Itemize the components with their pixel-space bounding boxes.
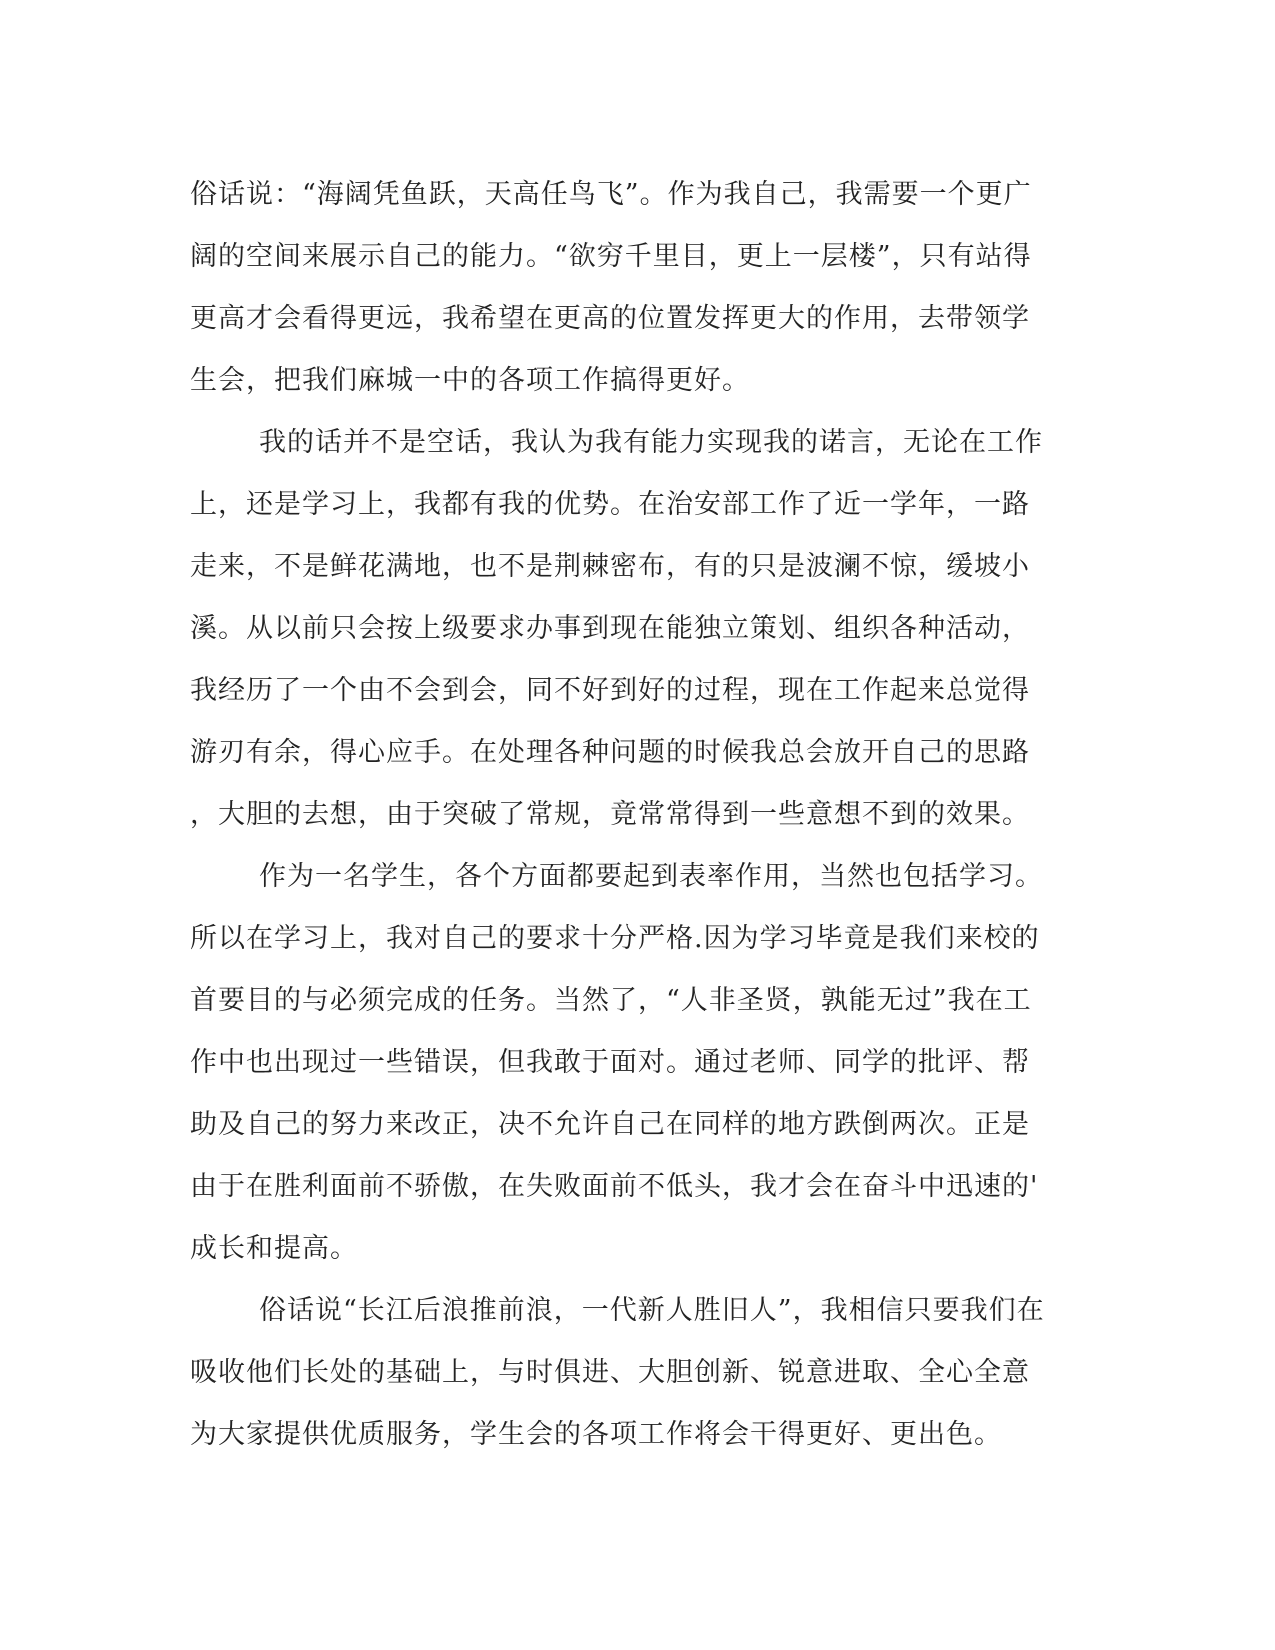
paragraph-line: 助及自己的努力来改正，决不允许自己在同样的地方跌倒两次。正是 <box>190 1109 1030 1140</box>
paragraph-line: 俗话说：“海阔凭鱼跃，天高任鸟飞”。作为我自己，我需要一个更广 <box>190 179 1032 210</box>
paragraph-line: 走来，不是鲜花满地，也不是荆棘密布，有的只是波澜不惊，缓坡小 <box>190 551 1030 582</box>
paragraph-line: 我的话并不是空话，我认为我有能力实现我的诺言，无论在工作 <box>259 427 1043 458</box>
paragraph-3 <box>190 846 1090 1280</box>
paragraph-line: 由于在胜利面前不骄傲，在失败面前不低头，我才会在奋斗中迅速的' <box>190 1171 1039 1202</box>
paragraph-line: 吸收他们长处的基础上，与时俱进、大胆创新、锐意进取、全心全意 <box>190 1357 1030 1388</box>
paragraph-line: 俗话说“长江后浪推前浪，一代新人胜旧人”，我相信只要我们在 <box>259 1295 1045 1326</box>
paragraph-line: 我经历了一个由不会到会，同不好到好的过程，现在工作起来总觉得 <box>190 675 1030 706</box>
paragraph-line: 更高才会看得更远，我希望在更高的位置发挥更大的作用，去带领学 <box>190 303 1030 334</box>
paragraph-2 <box>190 412 1090 846</box>
paragraph-line: 成长和提高。 <box>190 1233 358 1264</box>
paragraph-line: 游刃有余，得心应手。在处理各种问题的时候我总会放开自己的思路 <box>190 737 1030 768</box>
paragraph-4 <box>190 1280 1090 1466</box>
paragraph-line: 阔的空间来展示自己的能力。“欲穷千里目，更上一层楼”，只有站得 <box>190 241 1032 272</box>
paragraph-line: 作中也出现过一些错误，但我敢于面对。通过老师、同学的批评、帮 <box>190 1047 1030 1078</box>
paragraph-line: 溪。从以前只会按上级要求办事到现在能独立策划、组织各种活动， <box>190 613 1030 644</box>
paragraph-line: ，大胆的去想，由于突破了常规，竟常常得到一些意想不到的效果。 <box>190 799 1030 830</box>
paragraph-line: 所以在学习上，我对自己的要求十分严格.因为学习毕竟是我们来校的 <box>190 923 1040 954</box>
paragraph-line: 作为一名学生，各个方面都要起到表率作用，当然也包括学习。 <box>259 861 1043 892</box>
document-body <box>190 164 1090 1466</box>
paragraph-line: 首要目的与必须完成的任务。当然了，“人非圣贤，孰能无过”我在工 <box>190 985 1032 1016</box>
paragraph-line: 生会，把我们麻城一中的各项工作搞得更好。 <box>190 365 750 396</box>
paragraph-1 <box>190 164 1090 412</box>
paragraph-line: 为大家提供优质服务，学生会的各项工作将会干得更好、更出色。 <box>190 1419 1002 1450</box>
paragraph-line: 上，还是学习上，我都有我的优势。在治安部工作了近一学年，一路 <box>190 489 1030 520</box>
